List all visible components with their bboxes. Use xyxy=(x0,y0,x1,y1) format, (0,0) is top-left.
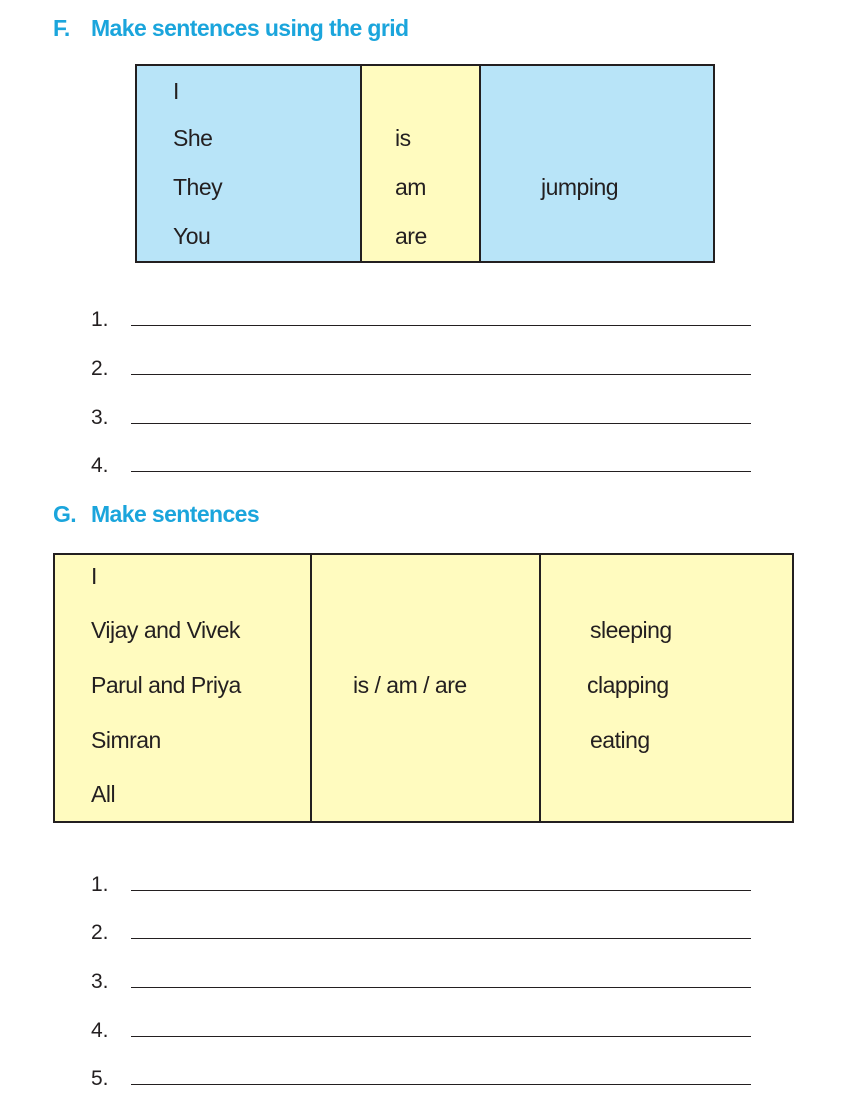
answer-rule[interactable] xyxy=(131,890,751,891)
answer-number: 1. xyxy=(91,308,109,331)
answer-rule[interactable] xyxy=(131,938,751,939)
section-f-grid xyxy=(135,64,715,263)
answer-number: 2. xyxy=(91,921,109,944)
grid-word: are xyxy=(395,223,427,249)
section-g-heading xyxy=(53,500,259,528)
answer-rule[interactable] xyxy=(131,471,751,472)
grid-word: is / am / are xyxy=(353,672,467,698)
answer-line xyxy=(0,1065,845,1093)
answer-number: 2. xyxy=(91,357,109,380)
grid-word: I xyxy=(173,78,179,104)
answer-rule[interactable] xyxy=(131,423,751,424)
grid-word: eating xyxy=(590,727,650,753)
answer-rule[interactable] xyxy=(131,987,751,988)
answer-rule[interactable] xyxy=(131,1084,751,1085)
grid-word: She xyxy=(173,125,213,151)
answer-line xyxy=(0,452,845,480)
answer-line xyxy=(0,355,845,383)
section-g-verb-column xyxy=(310,555,539,821)
grid-word: I xyxy=(91,563,97,589)
answer-number: 3. xyxy=(91,970,109,993)
grid-word: Vijay and Vivek xyxy=(91,617,240,643)
answer-line xyxy=(0,871,845,899)
answer-number: 5. xyxy=(91,1067,109,1090)
section-g-grid xyxy=(53,553,794,823)
section-f-heading xyxy=(53,14,408,42)
answer-number: 4. xyxy=(91,454,109,477)
section-f-verb-column xyxy=(360,66,479,261)
grid-word: am xyxy=(395,174,426,200)
section-f-title: Make sentences using the grid xyxy=(91,15,409,41)
section-g-subject-column xyxy=(55,555,310,821)
answer-line xyxy=(0,919,845,947)
grid-word: Parul and Priya xyxy=(91,672,241,698)
grid-word: clapping xyxy=(587,672,669,698)
section-f-label: F. xyxy=(53,15,70,41)
section-f-action-column xyxy=(479,66,713,261)
grid-word: They xyxy=(173,174,223,200)
grid-word: is xyxy=(395,125,411,151)
answer-line xyxy=(0,306,845,334)
answer-rule[interactable] xyxy=(131,374,751,375)
answer-rule[interactable] xyxy=(131,325,751,326)
answer-rule[interactable] xyxy=(131,1036,751,1037)
answer-line xyxy=(0,404,845,432)
answer-number: 1. xyxy=(91,873,109,896)
section-g-action-column xyxy=(539,555,792,821)
grid-word: sleeping xyxy=(590,617,672,643)
section-g-title: Make sentences xyxy=(91,501,260,527)
answer-line xyxy=(0,968,845,996)
answer-number: 4. xyxy=(91,1019,109,1042)
grid-word: jumping xyxy=(541,174,619,200)
section-f-subject-column xyxy=(137,66,360,261)
grid-word: Simran xyxy=(91,727,161,753)
answer-number: 3. xyxy=(91,406,109,429)
grid-word: You xyxy=(173,223,211,249)
section-g-label: G. xyxy=(53,501,77,527)
grid-word: All xyxy=(91,781,116,807)
answer-line xyxy=(0,1017,845,1045)
